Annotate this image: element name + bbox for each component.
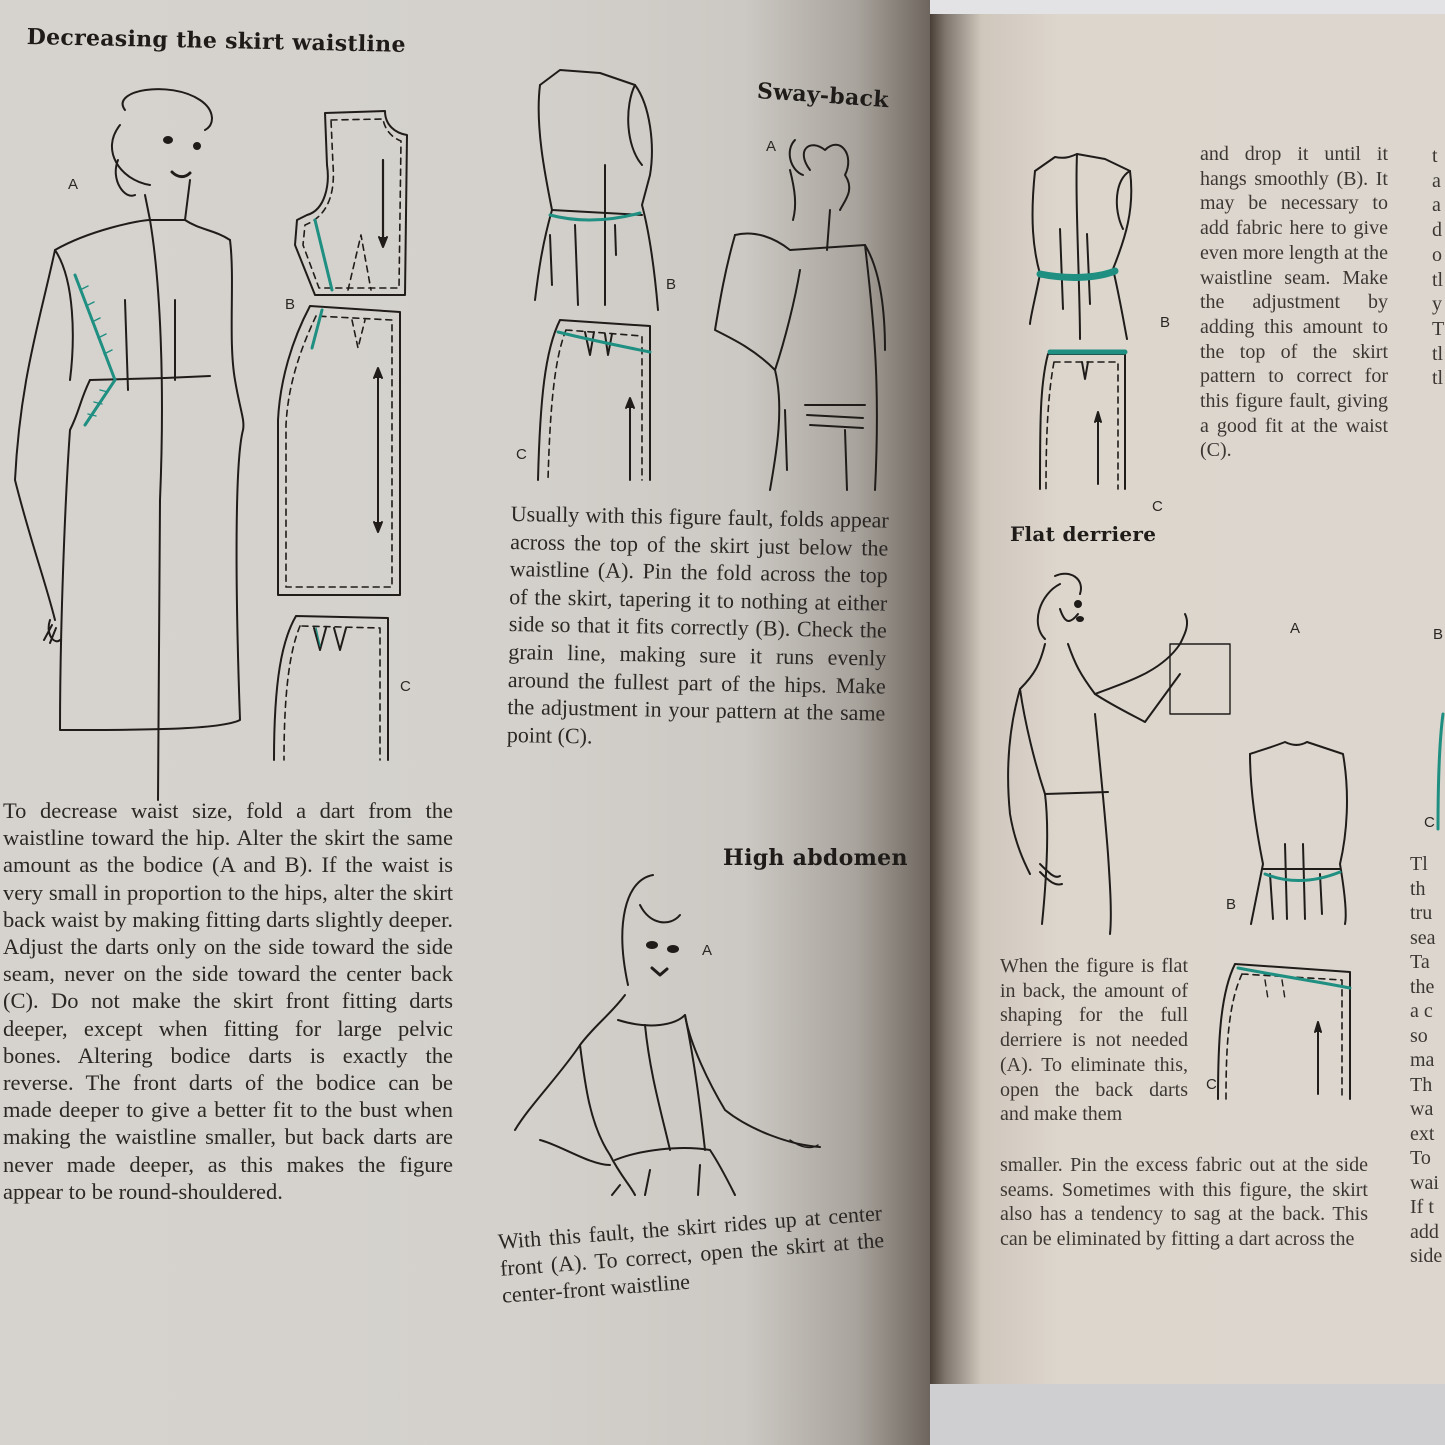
cropped-line: y <box>1432 293 1442 316</box>
decreasing-body-text <box>3 797 453 1205</box>
cropped-line: To <box>1410 1147 1431 1169</box>
flat-derriere-woman-hanging-picture <box>1000 564 1260 944</box>
cropped-line: If t <box>1410 1196 1434 1218</box>
swayback-figure-label-b: B <box>666 276 677 293</box>
swayback-body-text <box>507 500 889 755</box>
cropped-line: tru <box>1410 902 1433 924</box>
cropped-line: t <box>1432 145 1438 167</box>
cropped-line: ma <box>1410 1049 1435 1071</box>
cropped-line: tl <box>1432 268 1444 291</box>
high-abdomen-paragraph: With this fault, the skirt rides up at center front (A). To correct, open the skirt at the center-front waistline <box>497 1200 885 1308</box>
cropped-line: wa <box>1410 1098 1434 1120</box>
top-figure-label-c: C <box>1152 498 1163 515</box>
continued-body-text <box>1200 142 1388 463</box>
heading-flat-derriere: Flat derriere <box>1010 522 1157 546</box>
cropped-line: so <box>1410 1024 1428 1047</box>
woman-dress-illustration <box>0 80 260 760</box>
skirt-pattern-piece <box>270 300 410 620</box>
cropped-line: Tl <box>1410 853 1428 875</box>
cropped-line: sea <box>1410 926 1436 949</box>
cropped-figure-label-b: B <box>1433 626 1444 643</box>
flat-derriere-narrow-text <box>1000 954 1188 1127</box>
flat-derriere-figure-label-b: B <box>1226 896 1237 913</box>
heading-sway-back: Sway-back <box>756 78 890 114</box>
heading-high-abdomen: High abdomen <box>723 845 908 871</box>
decreasing-paragraph: To decrease waist size, fold a dart from the waistline toward the hip. Alter the skirt the same amount as the bodice (A and B). If the waist is very small in proportion to the hips, alter the skirt back waist by making fitting darts slightly deeper. Adjust the darts only on the side toward the side seam, never on the side toward the center back (C). Do not make the skirt front fitting darts deeper, except when fitting for large pelvic bones. Altering bodice darts is exactly the reverse. The front darts of the bodice can be made deeper to give a better fit to the bust when making the waistline smaller, but back darts are never made deeper, as this makes the figure appear to be round-shouldered. <box>3 798 453 1204</box>
flat-derriere-paragraph-narrow: When the figure is flat in back, the amount of shaping for the full derriere is not needed (A). To eliminate this, open the back darts and make them <box>1000 955 1188 1126</box>
bodice-pattern-piece <box>285 105 415 300</box>
cropped-line: tl <box>1432 342 1444 365</box>
swayback-figure-label-c: C <box>516 446 527 463</box>
heading-decreasing-skirt-waistline: Decreasing the skirt waistline <box>26 24 407 58</box>
cropped-line: th <box>1410 877 1426 900</box>
cropped-figure-label-c: C <box>1424 814 1435 831</box>
flat-derriere-figure-label-c: C <box>1206 1076 1217 1093</box>
flat-derriere-dress-back <box>1245 734 1365 924</box>
skirt-pattern-teal-top <box>1040 344 1160 494</box>
cropped-text-column-bottom <box>1410 852 1445 1282</box>
cropped-line: ext <box>1410 1122 1435 1145</box>
cropped-line: o <box>1432 243 1442 266</box>
high-abdomen-body-text <box>497 1199 887 1309</box>
cropped-line: Th <box>1410 1073 1433 1096</box>
swayback-skirt-pattern-c <box>530 310 660 485</box>
cropped-line: the <box>1410 975 1435 998</box>
continued-paragraph: and drop it until it hangs smoothly (B). It may be necessary to add fabric here to give even more length at the waistline seam. Make the adjustment by adding this amount to the top of the skirt pattern to correct for this figure fault, giving a good fit at the waist (C). <box>1200 143 1388 462</box>
figure-label-a: A <box>68 176 79 193</box>
cropped-text-column-top <box>1432 144 1445 404</box>
flat-derriere-skirt-pattern-c <box>1210 954 1370 1104</box>
skirt-back-pattern-piece <box>262 610 402 760</box>
swayback-dress-back-illustration <box>530 65 660 305</box>
cropped-line: wai <box>1410 1171 1439 1194</box>
flat-derriere-wide-text <box>1000 1153 1368 1252</box>
figure-label-c: C <box>400 678 411 695</box>
top-figure-label-b: B <box>1160 314 1171 331</box>
table-surface-bottom <box>930 1384 1445 1445</box>
figure-label-b: B <box>285 296 296 313</box>
cropped-line: tl <box>1432 367 1444 390</box>
cropped-line: d <box>1432 219 1442 242</box>
cropped-line: a <box>1432 194 1441 217</box>
high-abdomen-woman-illustration <box>500 865 840 1195</box>
cropped-line: add <box>1410 1220 1439 1243</box>
right-page <box>930 14 1445 1384</box>
cropped-line: a <box>1432 169 1441 192</box>
flat-derriere-figure-label-a: A <box>1290 620 1301 637</box>
flat-derriere-paragraph-wide: smaller. Pin the excess fabric out at the side seams. Sometimes with this figure, the skirt also has a tendency to sag at the back. This can be eliminated by fitting a dart across the <box>1000 1154 1368 1251</box>
cropped-line: a c <box>1410 1000 1433 1022</box>
bodice-front-teal-waist-illustration <box>1025 139 1165 339</box>
table-surface-top <box>930 0 1445 14</box>
cropped-line: Ta <box>1410 951 1430 973</box>
swayback-paragraph: Usually with this figure fault, folds appear across the top of the skirt just below the waistline (A). Pin the fold across the top of the skirt, tapering it to nothing at either side so that it fits correctly (B). Check the grain line, making sure it runs evenly around the fullest part of the hips. Make the adjustment in your pattern at the same point (C). <box>506 500 889 749</box>
swayback-figure-label-a: A <box>766 138 777 155</box>
cropped-line: T <box>1432 317 1445 340</box>
high-abdomen-figure-label-a: A <box>702 942 713 959</box>
cropped-skirt-edge-illustration <box>1435 704 1445 834</box>
cropped-line: side <box>1410 1245 1443 1267</box>
swayback-woman-back-illustration <box>715 130 895 480</box>
